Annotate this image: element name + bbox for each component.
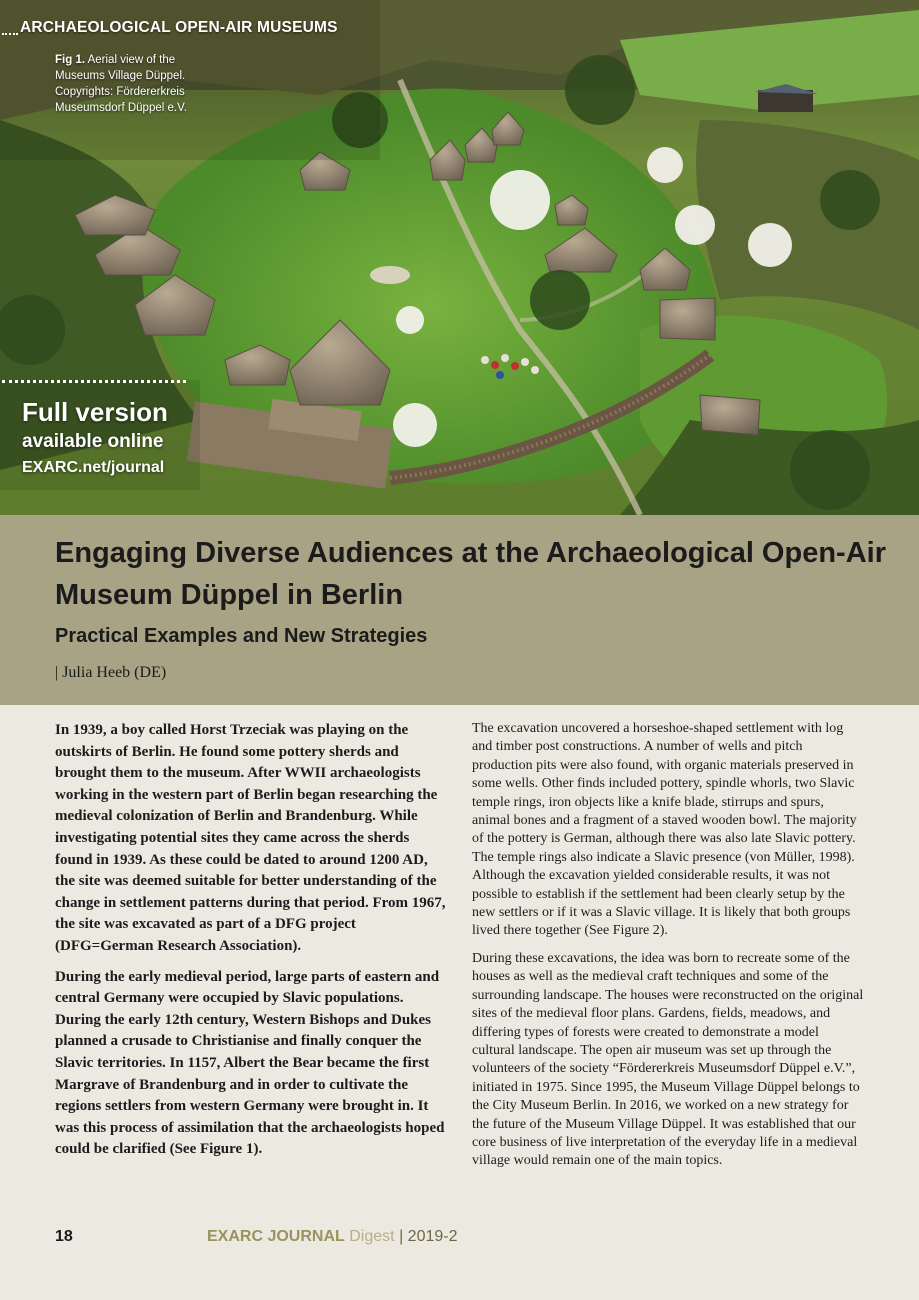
paragraph: During these excavations, the idea was born to recreate some of the houses as well as the medieval craft techniques and some of the surrounding landscape. The houses were reconstructed on the original sites of the medieval floor plans. Gardens, fields, meadows, and differing types of forests were created to demonstrate a model cultural landscape. The open air museum was set up through the volunteers of the society “Fördererkreis Museumsdorf Düppel e.V.”, initiated in 1975. Since 1995, the Museum Village Düppel belongs to the City Museum Berlin. In 2016, we worked on a new strategy for the future of the Museum Village Düppel. It was established that our core business of live interpretation of the everyday life in a medieval village would remain one of the main topics. <box>472 950 864 1169</box>
online-divider-dots <box>2 380 186 383</box>
paragraph: The excavation uncovered a horseshoe-shaped settlement with log and timber post constructions. A number of wells and pitch production pits were also found, with organic materials preserved in some wells. Other finds included pottery, spindle whorls, two Slavic temple rings, iron objects like a knife blade, stirrups and spurs, animal bones and a fragment of a staved wooden bowl. The majority of the pottery is German, although there was also late Slavic pottery. The temple rings also indicate a Slavic presence (von Müller, 1998). Although the excavation yielded considerable results, it was not possible to establish if the settlement had been clearly setup by the new settlers or if it was a Slavic village. It is likely that both groups lived there together (See Figure 2). <box>472 721 857 939</box>
journal-name: EXARC JOURNAL <box>207 1228 345 1245</box>
body-column-left <box>55 720 448 1170</box>
article-title: Engaging Diverse Audiences at the Archaeological Open-Air Museum Düppel in Berlin <box>55 537 886 611</box>
section-label: ARCHAEOLOGICAL OPEN-AIR MUSEUMS <box>20 19 338 36</box>
paragraph: In 1939, a boy called Horst Trzeciak was playing on the outskirts of Berlin. He found some pottery sherds and brought them to the museum. After WWII archaeologists working in the western part of Berlin began researching the medieval colonization of Berlin and Brandenburg. While investigating potential sites they came across the sherds found in 1939. As these could be dated to around 1200 AD, the site was deemed suitable for better understanding of the change in settlement patterns during that period. From 1967, the site was excavated as part of a DFG project (DFG=German Research Association). <box>55 722 446 954</box>
paragraph: During the early medieval period, large parts of eastern and central Germany were occupied by Slavic populations. During the early 12th century, Western Bishops and Dukes planned a crusade to Christianise and finally conquer the Slavic territories. In 1157, Albert the Bear became the first Margrave of Brandenburg and in order to cultivate the regions settlers from western Germany were brought in. It was this process of assimilation that the archaeologists hoped could be clarified (See Figure 1). <box>55 968 445 1158</box>
exarc-journal-link[interactable]: EXARC.net/journal <box>22 459 165 476</box>
journal-digest-label: Digest <box>349 1228 395 1245</box>
hero-aerial-photo <box>0 0 919 515</box>
article-subtitle: Practical Examples and New Strategies <box>55 625 428 647</box>
available-online-text: available online <box>22 431 164 452</box>
page-number: 18 <box>55 1228 73 1245</box>
journal-footer <box>207 1228 457 1246</box>
figure-caption <box>55 52 215 116</box>
body-column-right <box>472 720 864 1180</box>
figure-caption-prefix: Fig 1. <box>55 54 86 66</box>
full-version-title: Full version <box>22 397 168 427</box>
article-author: | Julia Heeb (DE) <box>55 664 167 681</box>
figure-caption-text: Aerial view of the Museums Village Düppel. Copyrights: Fördererkreis Museumsdorf Düppel e.V. <box>55 54 187 114</box>
journal-issue: | 2019-2 <box>399 1228 458 1245</box>
section-label-dots <box>2 33 18 35</box>
title-band <box>0 515 919 705</box>
